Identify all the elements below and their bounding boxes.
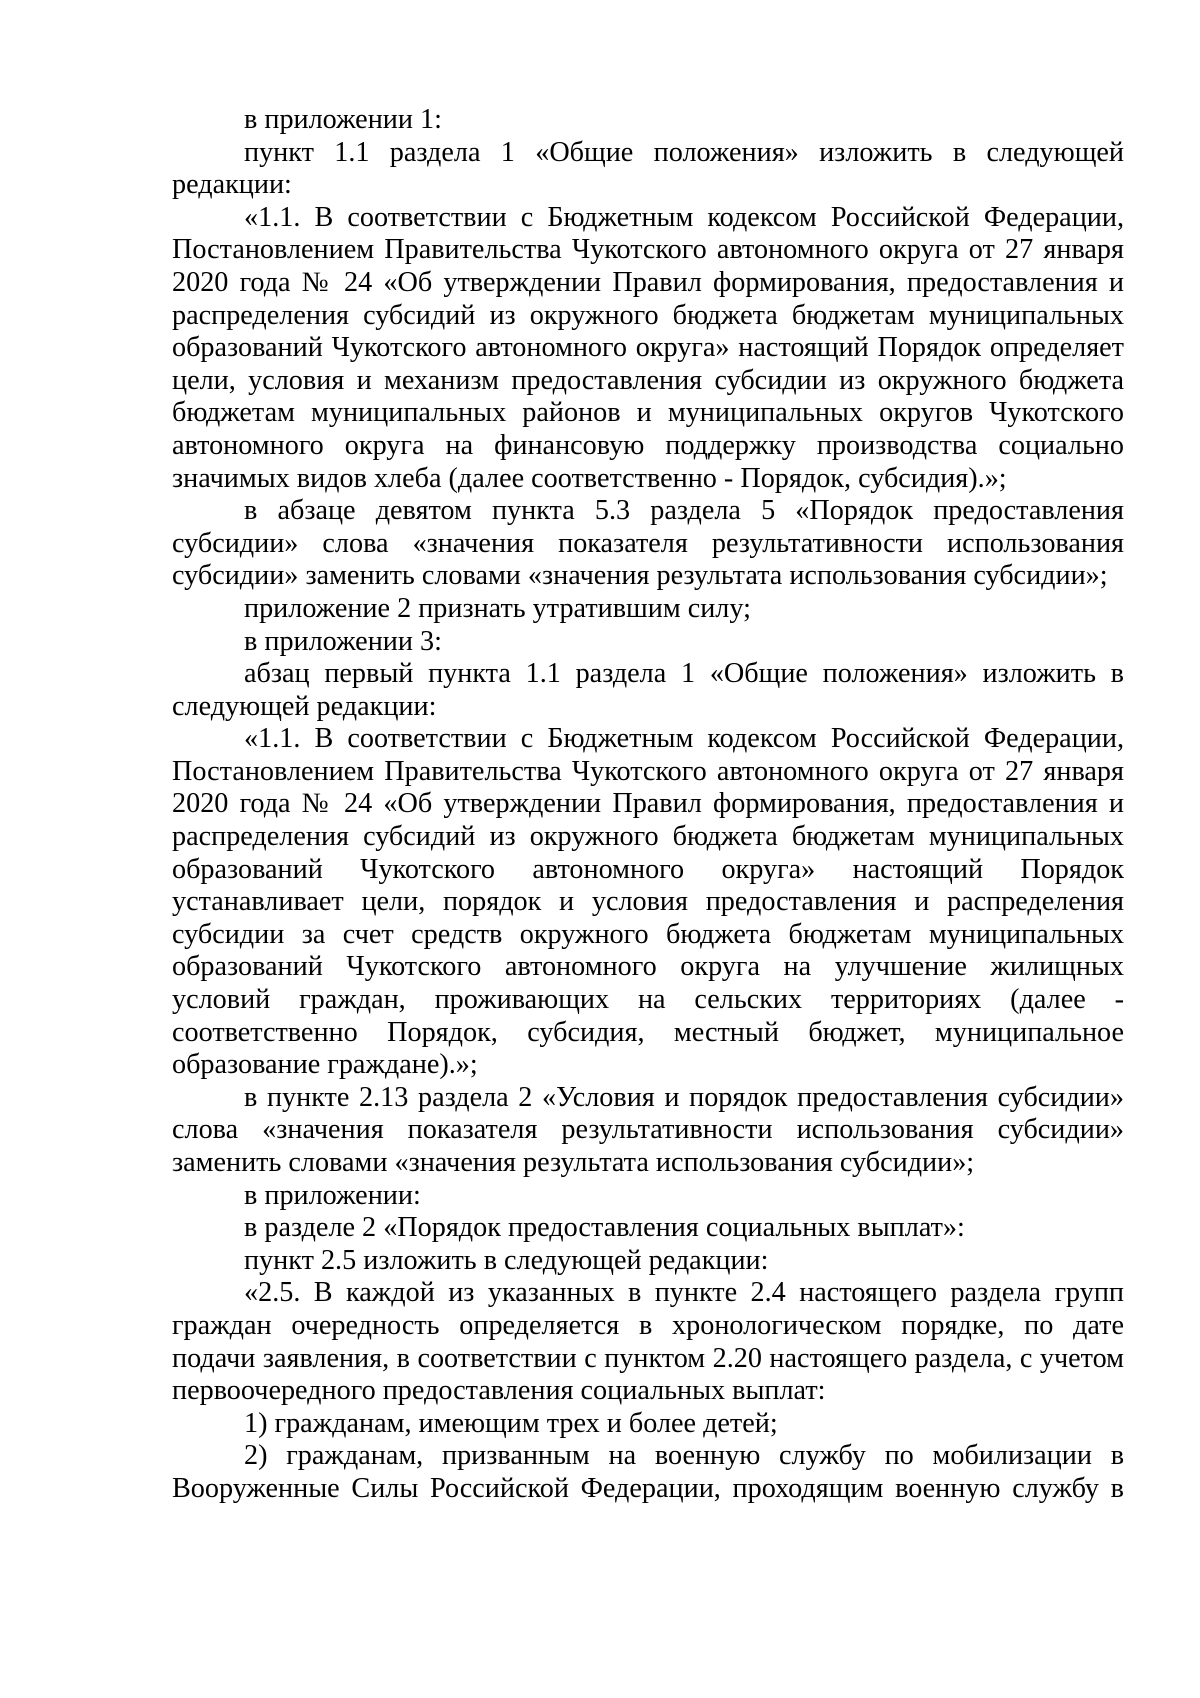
- paragraph-item-1-1-change: пункт 1.1 раздела 1 «Общие положения» изложить в следующей редакции:: [172, 136, 1124, 201]
- paragraph-quote-1-1-bread: «1.1. В соответствии с Бюджетным кодексом Российской Федерации, Постановлением Правительства Чукотского автономного округа от 27 января 2020 года № 24 «Об утверждении Правил формирования, предоставления и распределения субсидий из окружного бюджета бюджетам муниципальных образований Чукотского автономного округа» настоящий Порядок определяет цели, условия и механизм предоставления субсидии из окружного бюджета бюджетам муниципальных районов и муниципальных округов Чукотского автономного округа на финансовую поддержку производства социально значимых видов хлеба (далее соответственно - Порядок, субсидия).»;: [172, 201, 1124, 494]
- paragraph-section-2: в разделе 2 «Порядок предоставления социальных выплат»:: [244, 1212, 965, 1244]
- paragraph-list-item-2: 2) гражданам, призванным на военную службу по мобилизации в Вооруженные Силы Российской Федерации, проходящим военную службу в: [172, 1440, 1124, 1504]
- paragraph-appendix-1: в приложении 1:: [244, 104, 442, 135]
- paragraph-quote-2-5: «2.5. В каждой из указанных в пункте 2.4 настоящего раздела групп граждан очередность определяется в хронологическом порядке, по дате подачи заявления, в соответствии с пунктом 2.20 настоящего раздела, с учетом первоочередного предоставления социальных выплат:: [172, 1277, 1124, 1407]
- paragraph-item-1-1-first-abzac: абзац первый пункта 1.1 раздела 1 «Общие положения» изложить в следующей редакции:: [172, 658, 1124, 722]
- document-page: [172, 104, 1124, 1506]
- paragraph-appendix-2-void: приложение 2 признать утратившим силу;: [244, 592, 751, 624]
- paragraph-list-item-1: 1) гражданам, имеющим трех и более детей;: [244, 1407, 778, 1439]
- paragraph-item-5-3-change: в абзаце девятом пункта 5.3 раздела 5 «Порядок предоставления субсидии» слова «значения показателя результативности использования субсидии» заменить словами «значения результата использования субсидии»;: [172, 495, 1124, 592]
- paragraph-in-appendix: в приложении:: [244, 1179, 421, 1211]
- paragraph-item-2-5-change: пункт 2.5 изложить в следующей редакции:: [244, 1244, 769, 1276]
- paragraph-item-2-13-change: в пункте 2.13 раздела 2 «Условия и порядок предоставления субсидии» слова «значения показателя результативности использования субсидии» заменить словами «значения результата использования субсидии»;: [172, 1081, 1124, 1178]
- paragraph-quote-1-1-housing: «1.1. В соответствии с Бюджетным кодексом Российской Федерации, Постановлением Правительства Чукотского автономного округа от 27 января 2020 года № 24 «Об утверждении Правил формирования, предоставления и распределения субсидий из окружного бюджета бюджетам муниципальных образований Чукотского автономного округа» настоящий Порядок устанавливает цели, порядок и условия предоставления и распределения субсидии за счет средств окружного бюджета бюджетам муниципальных образований Чукотского автономного округа на улучшение жилищных условий граждан, проживающих на сельских территориях (далее - соответственно Порядок, субсидия, местный бюджет, муниципальное образование граждане).»;: [172, 723, 1124, 1081]
- paragraph-appendix-3: в приложении 3:: [244, 625, 442, 657]
